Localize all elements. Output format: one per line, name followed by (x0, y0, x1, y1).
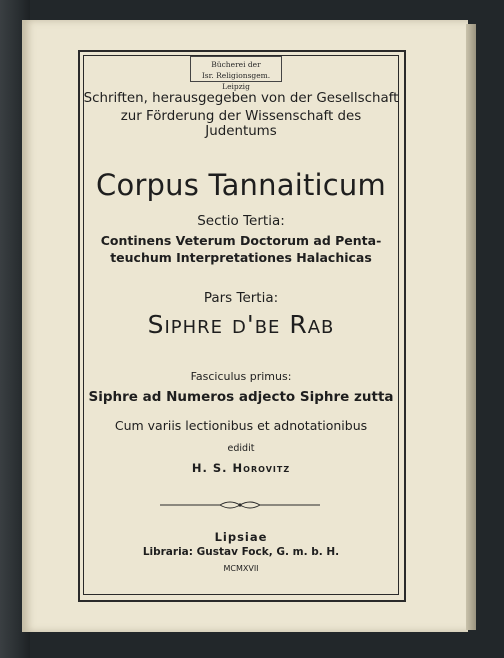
pars-heading: Pars Tertia: (203, 290, 279, 306)
variant-readings-note: Cum variis lectionibus et adnotationibus (114, 418, 368, 433)
subtitle: Siphre ad Numeros adjecto Siphre zutta (88, 389, 394, 405)
publisher: Libraria: Gustav Fock, G. m. b. H. (142, 546, 340, 558)
continens-line-1: Continens Veterum Doctorum ad Penta- (100, 233, 382, 248)
continens-line-2: teuchum Interpretationes Halachicas (110, 250, 372, 265)
publication-year: MCMXVII (223, 564, 259, 573)
ornamental-divider (160, 498, 320, 512)
page-edge (466, 24, 476, 630)
fasciculus-label: Fasciculus primus: (190, 370, 292, 383)
series-line-2: zur Förderung der Wissenschaft des Judentums (120, 109, 362, 139)
library-stamp (190, 56, 282, 91)
publication-place: Lipsiae (214, 530, 268, 544)
main-title: Corpus Tannaiticum (96, 168, 386, 202)
editor-name: H. S. Horovitz (191, 461, 291, 475)
edidit-label: edidit (227, 443, 255, 454)
sectio-heading: Sectio Tertia: (197, 213, 285, 229)
series-line-1: Schriften, herausgegeben von der Gesellschaft (83, 91, 399, 106)
work-title: Siphre d'be Rab (147, 310, 335, 339)
stamp-line-1: Bücherei der (211, 60, 261, 69)
stamp-line-2: Isr. Religionsgem. Leipzig (201, 71, 271, 91)
